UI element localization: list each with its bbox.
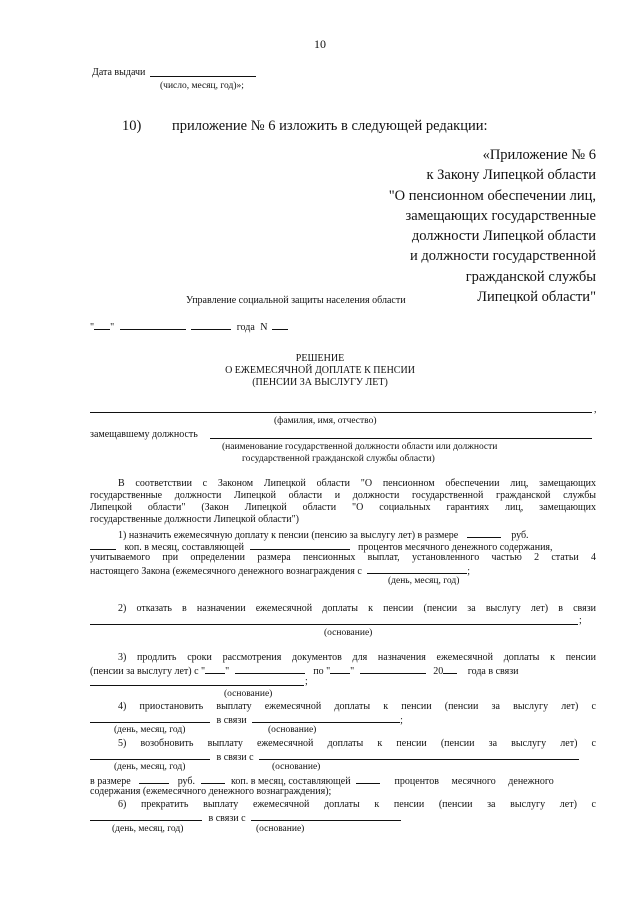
p3-line2: (пенсии за выслугу лет) с " " по " " 20 года в связи [90, 666, 519, 677]
p2-line [90, 624, 578, 625]
p4-caption-date: (день, месяц, год) [114, 725, 186, 735]
p1-line4: настоящего Закона (ежемесячного денежного вознаграждения с ; [90, 566, 471, 577]
decision-title: РЕШЕНИЕ О ЕЖЕМЕСЯЧНОЙ ДОПЛАТЕ К ПЕНСИИ (ПЕНСИИ ЗА ВЫСЛУГУ ЛЕТ) [225, 353, 415, 388]
fio-line [90, 412, 592, 413]
decision-date-line: " " года N [90, 320, 288, 334]
item10-text: приложение № 6 изложить в следующей редакции: [172, 118, 488, 134]
p5-caption-date: (день, месяц, год) [114, 762, 186, 772]
appendix-header-line: "О пенсионном обеспечении лиц, [388, 187, 596, 204]
p5-line1: 5) возобновить выплату ежемесячной доплаты к пенсии (пенсии за выслугу лет) с [118, 738, 596, 749]
preamble-line: государственные должности Липецкой области") [90, 514, 300, 525]
p3-line1: 3) продлить сроки рассмотрения документов для назначения ежемесячной доплаты к пенсии [118, 652, 596, 663]
appendix-header-line: гражданской службы [465, 268, 596, 285]
p3-end: ; [305, 676, 308, 687]
p5-line2: в связи с [90, 750, 579, 764]
position-label: замещавшему должность [90, 429, 198, 440]
appendix-header-line: Липецкой области" [477, 289, 596, 306]
p3-line [90, 685, 304, 686]
preamble-line: Липецкой области" (Закон Липецкой области "О социальных гарантиях лиц, замещающих [90, 502, 596, 513]
p2-end: ; [579, 615, 582, 626]
p1-line2: коп. в месяц, составляющей процентов месячного денежного содержания, [90, 540, 553, 554]
p4-caption-reason: (основание) [268, 725, 317, 735]
p1-line3: учитываемого при определении размера пенсионных выплат, установленного частью 2 статьи 4 [90, 552, 596, 563]
p2-caption: (основание) [324, 628, 373, 638]
issue-date-caption: (число, месяц, год)»; [160, 81, 244, 91]
p4-line1: 4) приостановить выплату ежемесячной доплаты к пенсии (пенсии за выслугу лет) с [118, 701, 596, 712]
appendix-header-line: «Приложение № 6 [482, 147, 596, 163]
p1-line1: 1) назначить ежемесячную доплату к пенсии (пенсию за выслугу лет) в размере руб. [118, 530, 529, 541]
issue-date-line [150, 76, 256, 77]
p6-line1: 6) прекратить выплату ежемесячной доплаты к пенсии (пенсии за выслугу лет) с [118, 799, 596, 810]
issue-date-label: Дата выдачи [92, 67, 146, 78]
p5-caption-reason: (основание) [272, 762, 321, 772]
item10-number: 10) [122, 118, 142, 134]
preamble-line: В соответствии с Законом Липецкой области "О пенсионном обеспечении лиц, замещающих [118, 478, 596, 489]
p4-line2: в связи ; [90, 713, 403, 727]
position-caption-1: (наименование государственной должности области или должности [222, 442, 498, 452]
p5-line3: в размере руб. коп. в месяц, составляющей процентов месячного денежного [90, 776, 554, 787]
p6-caption-date: (день, месяц, год) [112, 824, 184, 834]
fio-comma: , [594, 404, 597, 415]
preamble-line: государственные должности Липецкой области и должности государственной гражданской службы [90, 490, 596, 501]
p2-line1: 2) отказать в назначении ежемесячной доплаты к пенсии (пенсии за выслугу лет) в связи [118, 603, 596, 614]
p6-line2: в связи с [90, 811, 401, 825]
p3-caption: (основание) [224, 689, 273, 699]
p1-caption: (день, месяц, год) [388, 576, 460, 586]
appendix-header-line: замещающих государственные [405, 207, 596, 224]
appendix-header [389, 145, 596, 307]
p6-caption-reason: (основание) [256, 824, 305, 834]
fio-caption: (фамилия, имя, отчество) [274, 416, 377, 426]
appendix-header-line: к Закону Липецкой области [426, 167, 596, 184]
page-number: 10 [314, 37, 326, 51]
position-line [210, 438, 592, 439]
p5-line4: содержания (ежемесячного денежного вознаграждения); [90, 786, 332, 797]
appendix-header-line: должности Липецкой области [411, 228, 596, 245]
appendix-header-line: и должности государственной [410, 248, 596, 265]
authority-name: Управление социальной защиты населения области [186, 295, 406, 306]
position-caption-2: государственной гражданской службы области) [242, 454, 435, 464]
